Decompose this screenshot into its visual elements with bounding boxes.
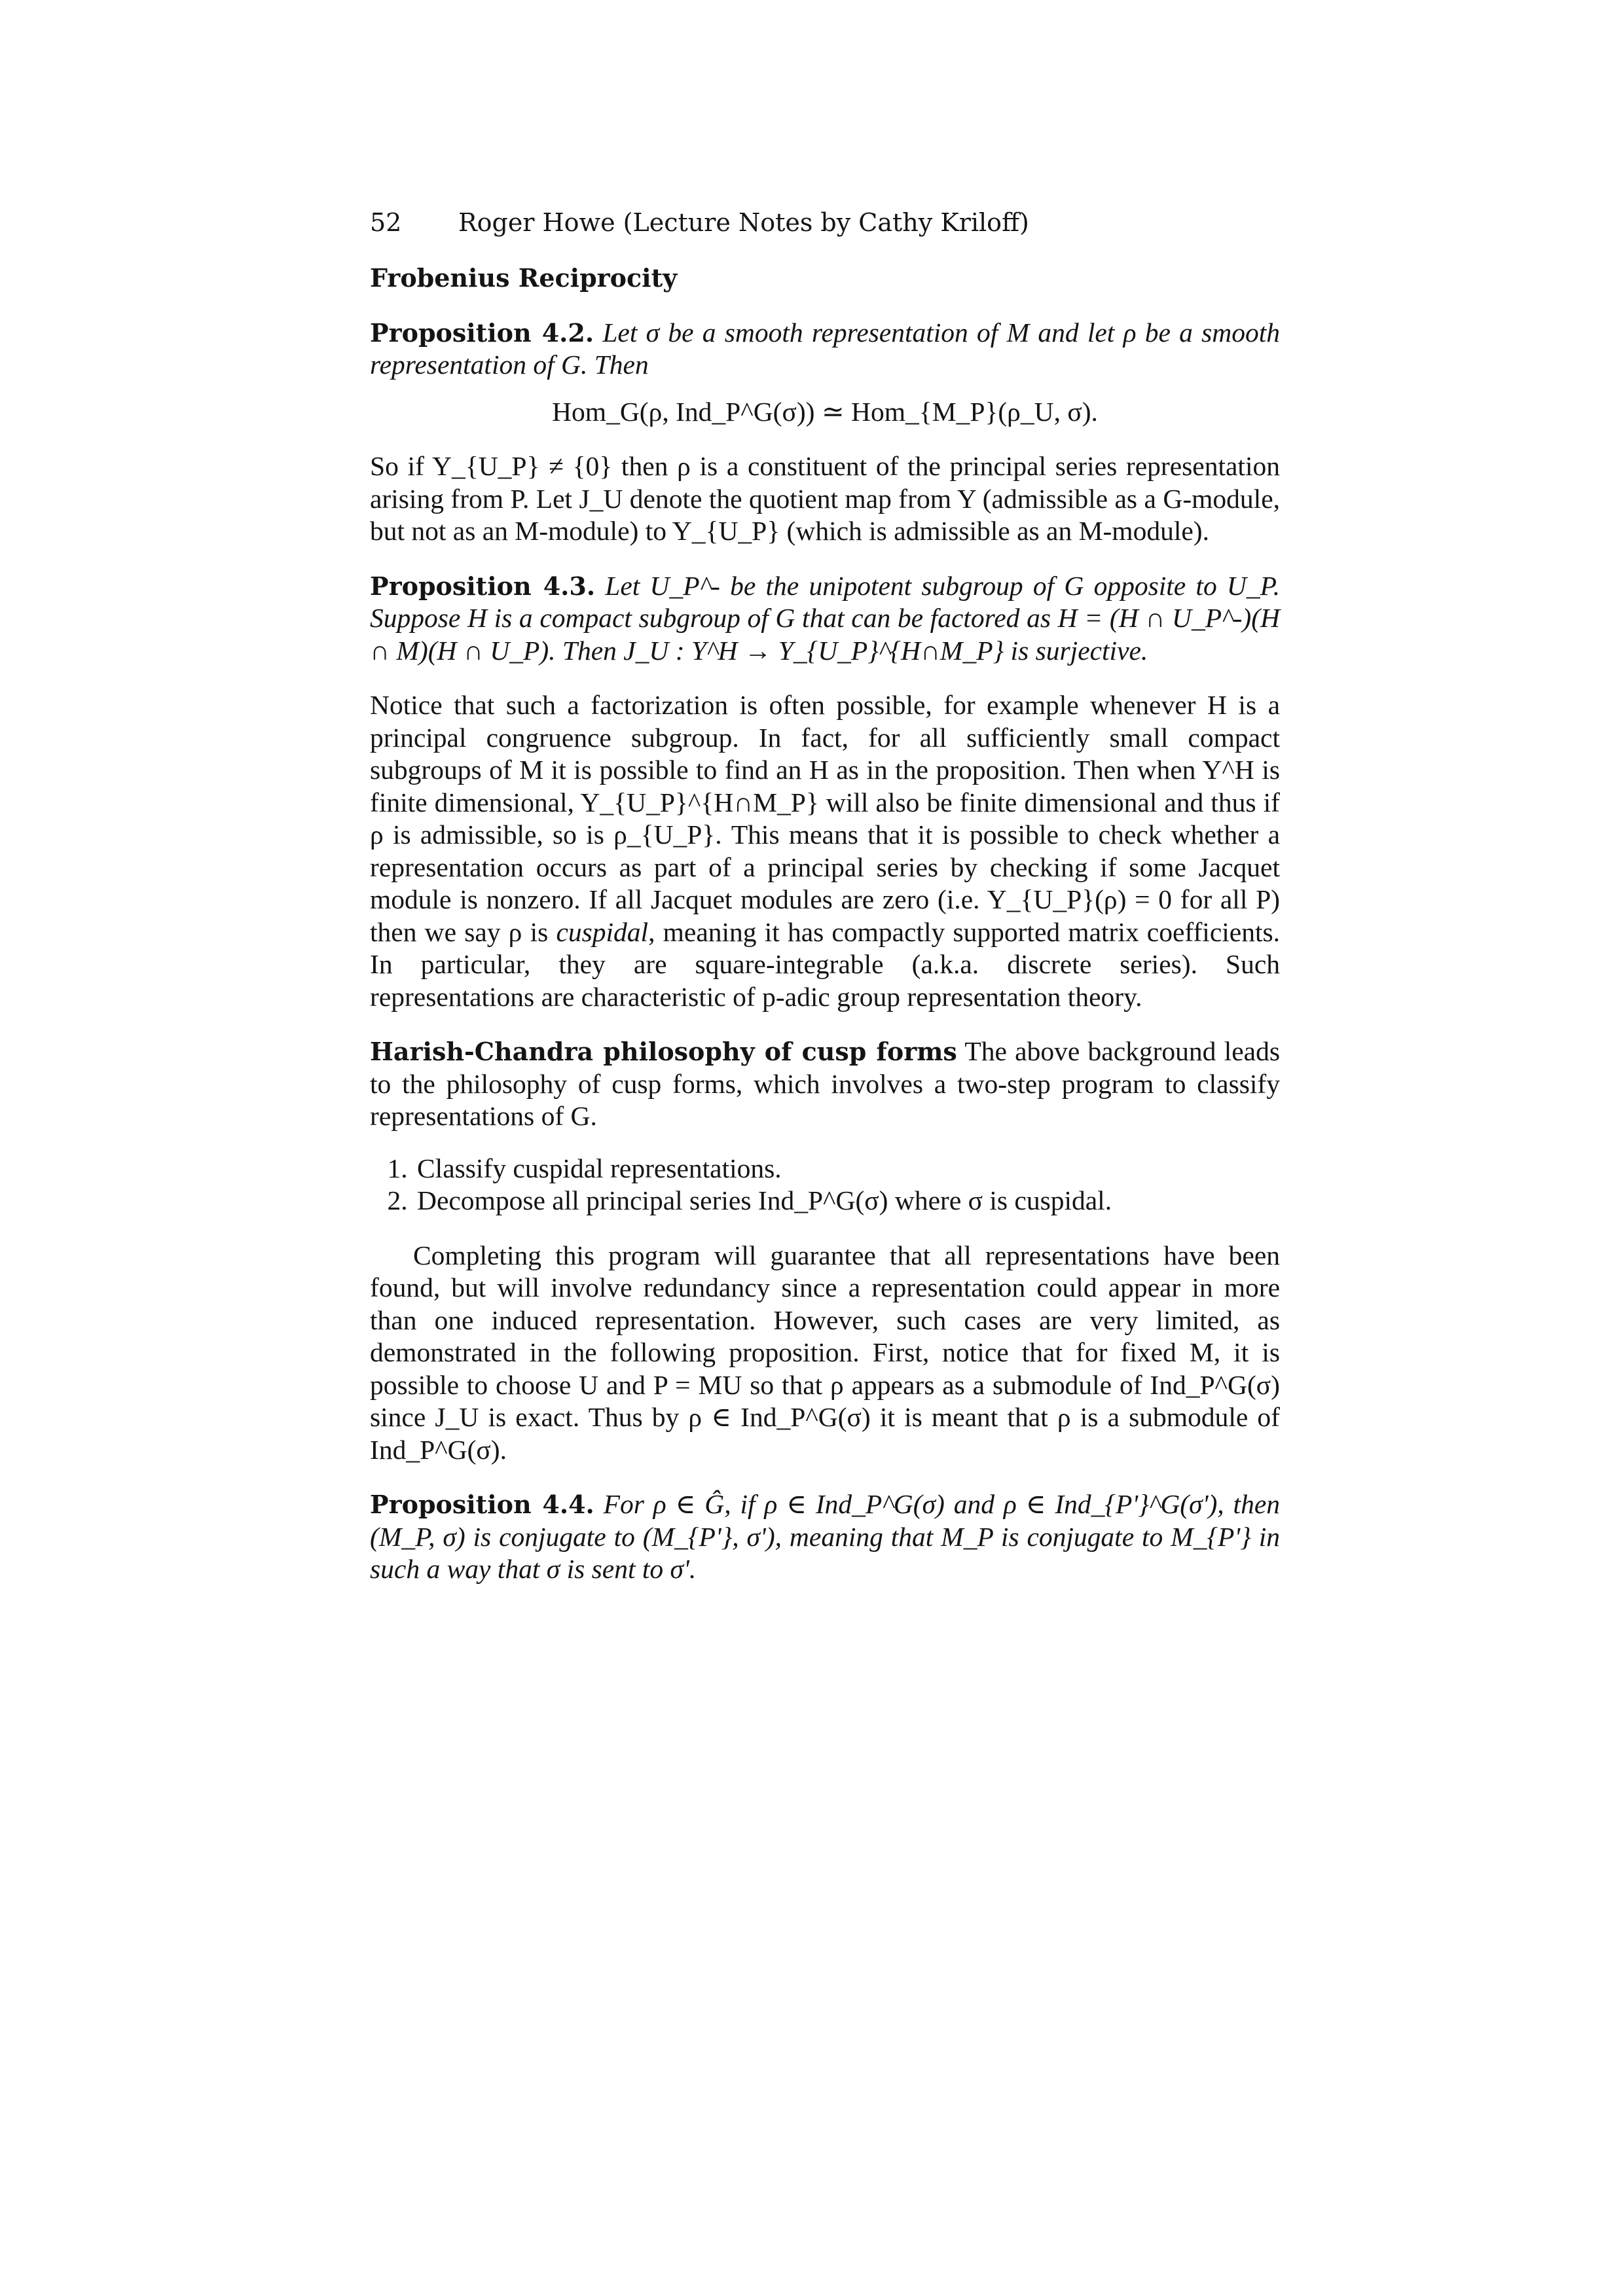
paragraph [370, 689, 1280, 1013]
paragraph-text: The above background leads to the philosophy of cusp forms, which involves a two-step program to classify representations of G. [370, 1036, 1280, 1131]
proposition-4-3 [370, 570, 1280, 668]
display-equation: Hom_G(ρ, Ind_P^G(σ)) ≃ Hom_{M_P}(ρ_U, σ). [552, 396, 1098, 427]
inline-heading: Harish-Chandra philosophy of cusp forms [370, 1037, 957, 1066]
list-item: 2. Decompose all principal series Ind_P^G(σ) where σ is cuspidal. [414, 1185, 1280, 1217]
proposition-label: Proposition 4.3. [370, 571, 596, 601]
main-text [370, 262, 1280, 1608]
emphasis-term: cuspidal [556, 916, 649, 947]
section-heading: Frobenius Reciprocity [370, 263, 678, 293]
paragraph-text: Notice that such a factorization is often possible, for example whenever H is a principal congruence subgroup. In fact, for all sufficiently small compact subgroups of M it is possible to find an H as in the proposition. Then when Y^H is finite dimensional, Y_{U_P}^{H∩M_P} will also be finite dimensional and thus if ρ is admissible, so is ρ_{U_P}. This means that it is possible to check whether a representation occurs as part of a principal series by checking if some Jacquet module is nonzero. If all Jacquet modules are zero (i.e. Y_{U_P}(ρ) = 0 for all P) then we say ρ is [370, 690, 1280, 947]
program-steps-list [370, 1153, 1280, 1217]
paragraph: So if Y_{U_P} ≠ {0} then ρ is a constituent of the principal series representation arising from P. Let J_U denote the quotient map from Y (admissible as a G-module, but not as an M-module) to Y_{U_P} (which is admissible as an M-module). [370, 451, 1280, 546]
proposition-4-4 [370, 1488, 1280, 1586]
paragraph: Completing this program will guarantee that all representations have been found, but will involve redundancy since a representation could appear in more than one induced representation. However, such cases are very limited, as demonstrated in the following proposition. First, notice that for fixed M, it is possible to choose U and P = MU so that ρ appears as a submodule of Ind_P^G(σ) since J_U is exact. Thus by ρ ∈ Ind_P^G(σ) it is meant that ρ is a submodule of Ind_P^G(σ). [370, 1240, 1280, 1465]
proposition-text: Let σ be a smooth representation of M and let ρ be a smooth representation of G. Then [370, 317, 1281, 380]
proposition-text: Let U_P^- be the unipotent subgroup of G opposite to U_P. Suppose H is a compact subgroup of G that can be factored as H = (H ∩ U_P^-)(H ∩ M)(H ∩ U_P). Then J_U : Y^H → Y_{U_P}^{H∩M_P} is surjective. [370, 570, 1281, 666]
proposition-4-2 [370, 317, 1280, 429]
proposition-text: For ρ ∈ Ĝ, if ρ ∈ Ind_P^G(σ) and ρ ∈ Ind_{P'}^G(σ'), then (M_P, σ) is conjugate to (M_{P'}, σ'), meaning that M_P is conjugate to M_{P'} in such a way that σ is sent to σ'. [370, 1489, 1281, 1584]
harish-chandra-paragraph [370, 1035, 1280, 1133]
running-title: Roger Howe (Lecture Notes by Cathy Kriloff) [458, 208, 1029, 237]
list-item: 1. Classify cuspidal representations. [414, 1153, 1280, 1185]
proposition-label: Proposition 4.2. [370, 317, 594, 348]
paragraph-text: , meaning it has compactly supported matrix coefficients. In particular, they are square-integrable (a.k.a. discrete series). Such representations are characteristic of p-adic group representation theory. [370, 916, 1280, 1012]
proposition-label: Proposition 4.4. [370, 1490, 594, 1519]
running-header [370, 208, 1029, 237]
page-number: 52 [370, 208, 402, 237]
